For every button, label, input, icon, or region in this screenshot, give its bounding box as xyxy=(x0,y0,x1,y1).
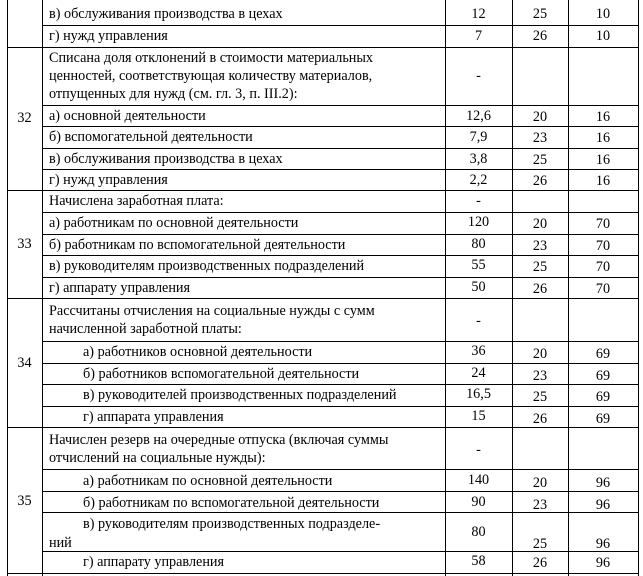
row-34v-debit: 25 xyxy=(532,389,548,405)
row-31g-sum: 7 xyxy=(474,28,483,44)
row-32-heading-sum: - xyxy=(476,68,481,84)
column-divider-description xyxy=(42,0,43,576)
row-divider xyxy=(42,406,639,407)
row-32-heading-line1: Списана доля отклонений в стоимости материальных xyxy=(49,50,374,66)
row-divider xyxy=(42,341,639,342)
row-35a-debit: 20 xyxy=(532,475,548,491)
row-34b-sum: 24 xyxy=(471,365,486,381)
row-34b-credit: 69 xyxy=(595,368,611,384)
row-34-heading-sum: - xyxy=(476,313,481,329)
row-35v-credit: 96 xyxy=(595,536,611,552)
row-divider xyxy=(42,234,639,235)
row-34v-credit: 69 xyxy=(595,389,611,405)
row-35b-text: б) работникам по вспомогательной деятельности xyxy=(83,495,380,511)
row-divider xyxy=(42,126,639,127)
row-33v-credit: 70 xyxy=(595,259,611,275)
row-32g-credit: 16 xyxy=(595,173,611,189)
row-34-heading-line1: Рассчитаны отчисления на социальные нужды с сумм xyxy=(49,303,375,319)
row-32a-debit: 20 xyxy=(532,109,548,125)
group-divider xyxy=(7,573,639,574)
row-35g-sum: 58 xyxy=(471,553,486,569)
group-divider xyxy=(7,47,639,48)
row-33b-text: б) работникам по вспомогательной деятельности xyxy=(49,237,346,253)
row-34g-sum: 15 xyxy=(471,408,486,424)
row-31v-sum: 12 xyxy=(471,6,486,22)
table-border-left xyxy=(7,0,8,576)
row-divider xyxy=(42,277,639,278)
row-31v-credit: 10 xyxy=(595,6,611,22)
row-divider xyxy=(42,148,639,149)
entry-number-35: 35 xyxy=(17,493,32,509)
row-34v-sum: 16,5 xyxy=(466,386,491,402)
row-35g-debit: 26 xyxy=(532,555,548,571)
row-34b-debit: 23 xyxy=(532,368,548,384)
row-34-heading-line2: начисленной заработной платы: xyxy=(49,321,242,337)
row-32-heading-line2: ценностей, соответствующая количеству материалов, xyxy=(49,68,373,84)
row-32b-debit: 23 xyxy=(532,130,548,146)
group-divider xyxy=(7,298,639,299)
row-33v-text: в) руководителям производственных подразделений xyxy=(49,258,365,274)
row-34v-text: в) руководителей производственных подразделений xyxy=(83,387,397,403)
row-divider xyxy=(42,255,639,256)
row-35g-credit: 96 xyxy=(595,555,611,571)
row-31v-debit: 25 xyxy=(532,6,548,22)
row-34a-sum: 36 xyxy=(471,343,486,359)
row-31g-text: г) нужд управления xyxy=(49,28,168,44)
row-32v-credit: 16 xyxy=(595,152,611,168)
group-divider xyxy=(7,190,639,191)
entry-number-34: 34 xyxy=(17,355,32,371)
row-33b-debit: 23 xyxy=(532,238,548,254)
row-34g-text: г) аппарата управления xyxy=(83,409,224,425)
row-34g-debit: 26 xyxy=(532,411,548,427)
row-35b-debit: 23 xyxy=(532,497,548,513)
row-divider xyxy=(42,212,639,213)
table-border-right xyxy=(638,0,639,576)
row-35a-sum: 140 xyxy=(467,472,490,488)
row-divider xyxy=(42,363,639,364)
row-32a-sum: 12,6 xyxy=(466,108,491,124)
row-33v-sum: 55 xyxy=(471,257,486,273)
row-32g-text: г) нужд управления xyxy=(49,172,168,188)
row-32b-text: б) вспомогательной деятельности xyxy=(49,129,253,145)
row-35b-sum: 90 xyxy=(471,494,486,510)
row-32a-credit: 16 xyxy=(595,109,611,125)
row-33-heading-sum: - xyxy=(476,193,481,209)
row-33g-credit: 70 xyxy=(595,281,611,297)
row-34a-text: а) работников основной деятельности xyxy=(83,344,313,360)
row-32g-sum: 2,2 xyxy=(469,172,488,188)
row-34b-text: б) работников вспомогательной деятельности xyxy=(83,366,360,382)
row-35a-credit: 96 xyxy=(595,475,611,491)
row-33g-debit: 26 xyxy=(532,281,548,297)
row-32b-credit: 16 xyxy=(595,130,611,146)
row-32v-debit: 25 xyxy=(532,152,548,168)
row-34a-debit: 20 xyxy=(532,346,548,362)
row-32b-sum: 7,9 xyxy=(469,129,488,145)
row-divider xyxy=(42,169,639,170)
row-35a-text: а) работникам по основной деятельности xyxy=(83,473,333,489)
row-33a-sum: 120 xyxy=(467,214,490,230)
row-divider xyxy=(42,469,639,470)
row-31g-credit: 10 xyxy=(595,28,611,44)
row-35v-debit: 25 xyxy=(532,536,548,552)
row-33b-sum: 80 xyxy=(471,236,486,252)
row-31v-text: в) обслуживания производства в цехах xyxy=(49,6,283,22)
row-33-heading: Начислена заработная плата: xyxy=(49,193,224,209)
entry-number-32: 32 xyxy=(17,110,32,126)
row-34a-credit: 69 xyxy=(595,346,611,362)
row-34g-credit: 69 xyxy=(595,411,611,427)
row-divider xyxy=(42,25,639,26)
row-35-heading-sum: - xyxy=(476,442,481,458)
row-35v-sum: 80 xyxy=(471,524,486,540)
row-divider xyxy=(42,105,639,106)
row-33v-debit: 25 xyxy=(532,259,548,275)
row-35-heading-line1: Начислен резерв на очередные отпуска (включая суммы xyxy=(49,432,389,448)
row-33a-credit: 70 xyxy=(595,216,611,232)
row-35b-credit: 96 xyxy=(595,497,611,513)
row-32g-debit: 26 xyxy=(532,173,548,189)
row-35-heading-line2: отчислений на социальные нужды): xyxy=(49,450,266,466)
row-33g-sum: 50 xyxy=(471,279,486,295)
row-32-heading-line3: отпущенных для нужд (см. гл. 3, п. III.2): xyxy=(49,86,298,102)
row-33a-text: а) работникам по основной деятельности xyxy=(49,215,299,231)
entry-number-33: 33 xyxy=(17,236,32,252)
row-33b-credit: 70 xyxy=(595,238,611,254)
row-35v-text-line1: в) руководителям производственных подразделе- xyxy=(83,516,381,532)
row-35g-text: г) аппарату управления xyxy=(83,554,225,570)
row-33g-text: г) аппарату управления xyxy=(49,280,191,296)
row-32v-text: в) обслуживания производства в цехах xyxy=(49,151,283,167)
row-32a-text: а) основной деятельности xyxy=(49,108,206,124)
row-32v-sum: 3,8 xyxy=(469,151,488,167)
row-35v-text-line2: ний xyxy=(49,535,72,551)
row-33a-debit: 20 xyxy=(532,216,548,232)
row-31g-debit: 26 xyxy=(532,28,548,44)
